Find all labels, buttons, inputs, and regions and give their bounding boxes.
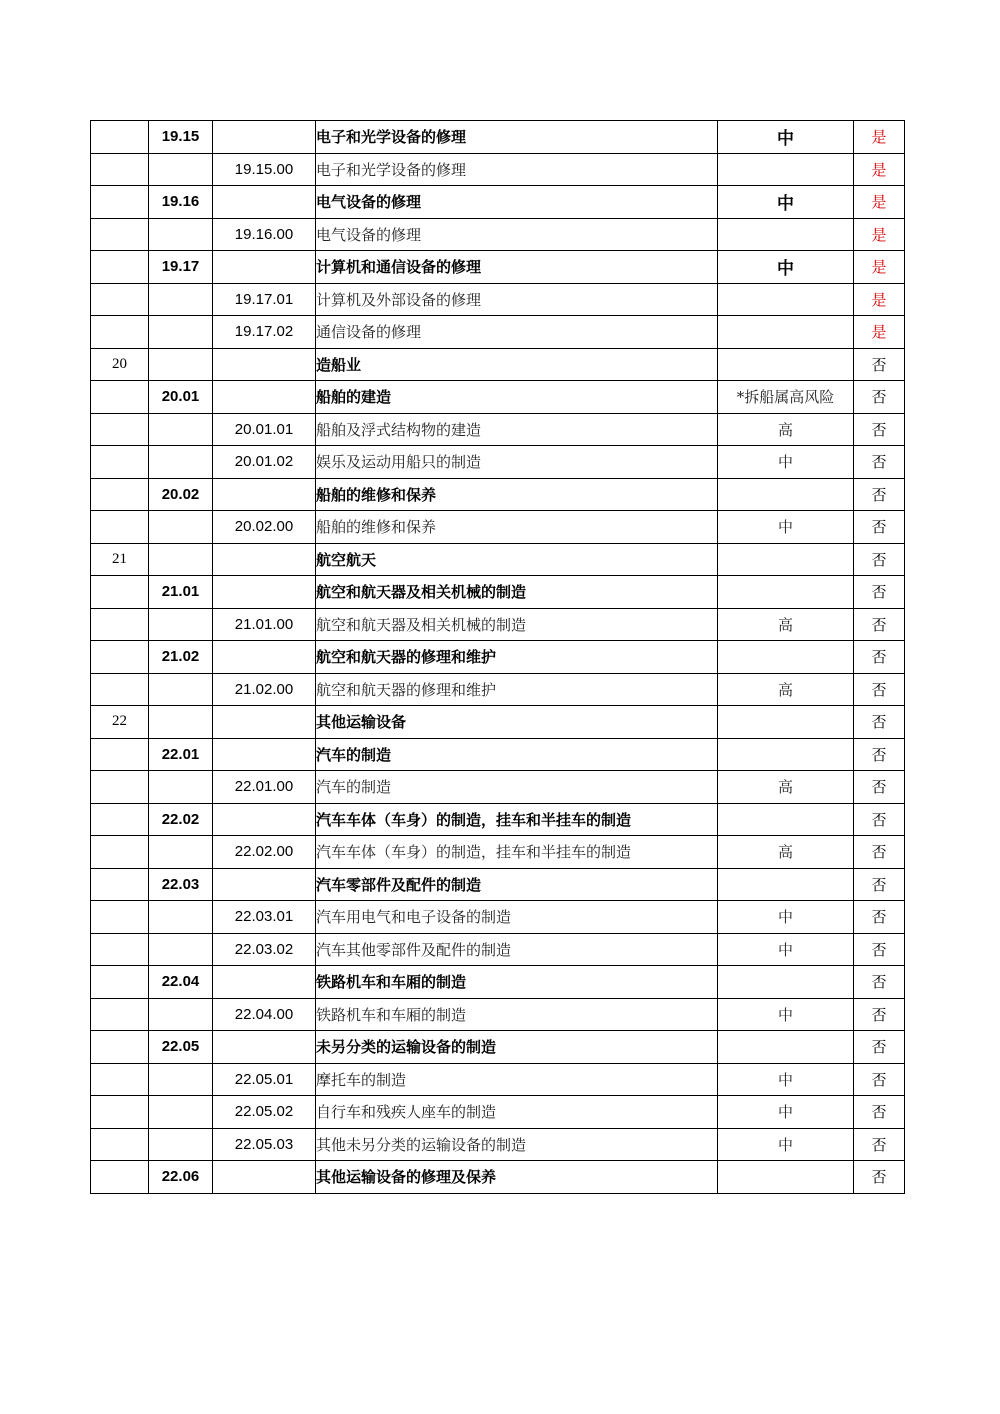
group-code-cell: 22.02 [149,803,213,836]
applicable-flag-cell: 否 [854,998,905,1031]
risk-level-cell [718,218,854,251]
risk-level-cell: 中 [718,121,854,154]
industry-name-cell: 航空和航天器的修理和维护 [316,641,718,674]
applicable-flag-cell: 否 [854,348,905,381]
risk-level-cell: 中 [718,901,854,934]
class-code-cell: 20.01.01 [213,413,316,446]
applicable-flag-cell: 否 [854,446,905,479]
table-row [91,673,905,706]
class-code-cell [213,1161,316,1194]
group-code-cell: 22.03 [149,868,213,901]
industry-name-cell: 自行车和残疾人座车的制造 [316,1096,718,1129]
industry-name-cell: 计算机及外部设备的修理 [316,283,718,316]
division-code-cell [91,283,149,316]
class-code-cell [213,966,316,999]
industry-name-cell: 铁路机车和车厢的制造 [316,966,718,999]
group-code-cell [149,283,213,316]
class-code-cell: 22.04.00 [213,998,316,1031]
applicable-flag-cell: 否 [854,966,905,999]
risk-level-cell [718,576,854,609]
group-code-cell [149,218,213,251]
applicable-flag-cell: 是 [854,218,905,251]
applicable-flag-cell: 否 [854,771,905,804]
group-code-cell: 20.02 [149,478,213,511]
division-code-cell [91,1128,149,1161]
industry-name-cell: 其他未另分类的运输设备的制造 [316,1128,718,1161]
applicable-flag-cell: 是 [854,283,905,316]
risk-level-cell [718,543,854,576]
group-code-cell [149,836,213,869]
industry-name-cell: 计算机和通信设备的修理 [316,251,718,284]
group-code-cell: 19.16 [149,186,213,219]
industry-name-cell: 汽车车体（车身）的制造，挂车和半挂车的制造 [316,803,718,836]
class-code-cell [213,641,316,674]
division-code-cell [91,153,149,186]
table-row [91,901,905,934]
risk-level-cell [718,868,854,901]
division-code-cell: 22 [91,706,149,739]
industry-name-cell: 铁路机车和车厢的制造 [316,998,718,1031]
table-row [91,738,905,771]
division-code-cell [91,998,149,1031]
industry-name-cell: 未另分类的运输设备的制造 [316,1031,718,1064]
group-code-cell [149,511,213,544]
group-code-cell: 19.15 [149,121,213,154]
division-code-cell [91,868,149,901]
table-row [91,446,905,479]
table-row [91,543,905,576]
class-code-cell [213,251,316,284]
applicable-flag-cell: 是 [854,153,905,186]
class-code-cell: 19.15.00 [213,153,316,186]
risk-level-cell: 高 [718,413,854,446]
group-code-cell [149,413,213,446]
applicable-flag-cell: 否 [854,576,905,609]
group-code-cell [149,1128,213,1161]
table-row [91,608,905,641]
risk-level-cell: 中 [718,251,854,284]
class-code-cell [213,1031,316,1064]
industry-name-cell: 造船业 [316,348,718,381]
table-row [91,283,905,316]
risk-level-cell: 中 [718,1096,854,1129]
class-code-cell [213,738,316,771]
risk-level-cell [718,283,854,316]
group-code-cell: 21.01 [149,576,213,609]
class-code-cell [213,186,316,219]
class-code-cell [213,803,316,836]
risk-level-cell: 中 [718,446,854,479]
class-code-cell: 22.01.00 [213,771,316,804]
division-code-cell [91,673,149,706]
table-row [91,966,905,999]
applicable-flag-cell: 否 [854,836,905,869]
table-row [91,218,905,251]
applicable-flag-cell: 否 [854,1096,905,1129]
applicable-flag-cell: 否 [854,933,905,966]
division-code-cell [91,576,149,609]
division-code-cell [91,836,149,869]
division-code-cell [91,1096,149,1129]
industry-name-cell: 其他运输设备 [316,706,718,739]
industry-name-cell: 娱乐及运动用船只的制造 [316,446,718,479]
industry-name-cell: 其他运输设备的修理及保养 [316,1161,718,1194]
risk-level-cell [718,706,854,739]
risk-level-cell: 中 [718,1128,854,1161]
table-row [91,348,905,381]
table-row [91,868,905,901]
industry-classification-table [90,120,905,1194]
risk-level-cell: 中 [718,998,854,1031]
group-code-cell [149,901,213,934]
class-code-cell: 22.05.03 [213,1128,316,1161]
group-code-cell [149,1096,213,1129]
industry-name-cell: 电子和光学设备的修理 [316,121,718,154]
risk-level-cell [718,478,854,511]
group-code-cell [149,608,213,641]
risk-level-cell: 中 [718,186,854,219]
group-code-cell: 22.01 [149,738,213,771]
applicable-flag-cell: 否 [854,706,905,739]
class-code-cell: 19.16.00 [213,218,316,251]
group-code-cell: 21.02 [149,641,213,674]
risk-level-cell [718,1031,854,1064]
industry-name-cell: 汽车用电气和电子设备的制造 [316,901,718,934]
table-row [91,186,905,219]
group-code-cell [149,933,213,966]
division-code-cell [91,218,149,251]
industry-name-cell: 摩托车的制造 [316,1063,718,1096]
group-code-cell [149,998,213,1031]
risk-level-cell [718,738,854,771]
risk-level-cell: 高 [718,836,854,869]
division-code-cell [91,121,149,154]
class-code-cell: 19.17.01 [213,283,316,316]
table-row [91,511,905,544]
division-code-cell [91,901,149,934]
class-code-cell: 22.02.00 [213,836,316,869]
industry-name-cell: 汽车车体（车身）的制造，挂车和半挂车的制造 [316,836,718,869]
group-code-cell [149,446,213,479]
division-code-cell [91,1161,149,1194]
table-row [91,933,905,966]
applicable-flag-cell: 否 [854,738,905,771]
risk-level-cell: 高 [718,608,854,641]
industry-name-cell: 船舶及浮式结构物的建造 [316,413,718,446]
industry-name-cell: 航空和航天器及相关机械的制造 [316,608,718,641]
industry-name-cell: 船舶的建造 [316,381,718,414]
risk-level-cell [718,316,854,349]
class-code-cell [213,868,316,901]
group-code-cell [149,706,213,739]
industry-name-cell: 航空航天 [316,543,718,576]
division-code-cell [91,1063,149,1096]
industry-name-cell: 电气设备的修理 [316,218,718,251]
applicable-flag-cell: 否 [854,1031,905,1064]
class-code-cell: 22.03.02 [213,933,316,966]
risk-level-cell: 高 [718,673,854,706]
group-code-cell [149,543,213,576]
risk-level-cell [718,153,854,186]
risk-level-cell [718,348,854,381]
division-code-cell [91,316,149,349]
applicable-flag-cell: 否 [854,1128,905,1161]
class-code-cell [213,706,316,739]
table-row [91,121,905,154]
table-row [91,1031,905,1064]
class-code-cell: 22.05.02 [213,1096,316,1129]
division-code-cell [91,608,149,641]
table-row [91,1128,905,1161]
risk-level-cell: 高 [718,771,854,804]
division-code-cell [91,933,149,966]
table-row [91,478,905,511]
applicable-flag-cell: 是 [854,251,905,284]
applicable-flag-cell: 是 [854,186,905,219]
risk-level-cell: *拆船属高风险 [718,381,854,414]
risk-level-cell: 中 [718,1063,854,1096]
table-row [91,1063,905,1096]
industry-name-cell: 船舶的维修和保养 [316,478,718,511]
table-row [91,576,905,609]
division-code-cell [91,478,149,511]
table-row [91,413,905,446]
applicable-flag-cell: 否 [854,511,905,544]
division-code-cell: 20 [91,348,149,381]
table-row [91,153,905,186]
division-code-cell [91,1031,149,1064]
table-row [91,1161,905,1194]
table-row [91,381,905,414]
applicable-flag-cell: 否 [854,803,905,836]
table-row [91,251,905,284]
risk-level-cell [718,966,854,999]
industry-name-cell: 航空和航天器的修理和维护 [316,673,718,706]
division-code-cell [91,446,149,479]
risk-level-cell: 中 [718,933,854,966]
group-code-cell: 22.06 [149,1161,213,1194]
division-code-cell [91,511,149,544]
risk-level-cell [718,641,854,674]
risk-level-cell: 中 [718,511,854,544]
applicable-flag-cell: 否 [854,381,905,414]
class-code-cell [213,576,316,609]
table-row [91,1096,905,1129]
industry-name-cell: 航空和航天器及相关机械的制造 [316,576,718,609]
class-code-cell: 20.01.02 [213,446,316,479]
applicable-flag-cell: 否 [854,641,905,674]
applicable-flag-cell: 是 [854,121,905,154]
table-row [91,641,905,674]
class-code-cell [213,121,316,154]
applicable-flag-cell: 否 [854,608,905,641]
applicable-flag-cell: 否 [854,543,905,576]
group-code-cell [149,1063,213,1096]
applicable-flag-cell: 否 [854,1161,905,1194]
applicable-flag-cell: 是 [854,316,905,349]
industry-name-cell: 汽车零部件及配件的制造 [316,868,718,901]
table-row [91,803,905,836]
industry-name-cell: 汽车的制造 [316,738,718,771]
industry-name-cell: 汽车其他零部件及配件的制造 [316,933,718,966]
division-code-cell: 21 [91,543,149,576]
group-code-cell [149,153,213,186]
table-row [91,836,905,869]
table-row [91,998,905,1031]
division-code-cell [91,803,149,836]
applicable-flag-cell: 否 [854,478,905,511]
division-code-cell [91,641,149,674]
class-code-cell: 21.02.00 [213,673,316,706]
class-code-cell: 20.02.00 [213,511,316,544]
applicable-flag-cell: 否 [854,413,905,446]
group-code-cell [149,673,213,706]
group-code-cell: 20.01 [149,381,213,414]
division-code-cell [91,413,149,446]
division-code-cell [91,251,149,284]
applicable-flag-cell: 否 [854,868,905,901]
group-code-cell: 22.04 [149,966,213,999]
class-code-cell: 19.17.02 [213,316,316,349]
industry-name-cell: 电气设备的修理 [316,186,718,219]
division-code-cell [91,186,149,219]
industry-name-cell: 通信设备的修理 [316,316,718,349]
industry-name-cell: 电子和光学设备的修理 [316,153,718,186]
table-body [91,121,905,1194]
risk-level-cell [718,803,854,836]
division-code-cell [91,966,149,999]
class-code-cell [213,478,316,511]
group-code-cell [149,348,213,381]
applicable-flag-cell: 否 [854,901,905,934]
industry-name-cell: 船舶的维修和保养 [316,511,718,544]
table-row [91,706,905,739]
division-code-cell [91,738,149,771]
group-code-cell: 19.17 [149,251,213,284]
division-code-cell [91,771,149,804]
group-code-cell [149,771,213,804]
risk-level-cell [718,1161,854,1194]
group-code-cell [149,316,213,349]
table-row [91,771,905,804]
class-code-cell [213,543,316,576]
class-code-cell: 21.01.00 [213,608,316,641]
industry-name-cell: 汽车的制造 [316,771,718,804]
class-code-cell [213,381,316,414]
group-code-cell: 22.05 [149,1031,213,1064]
applicable-flag-cell: 否 [854,673,905,706]
class-code-cell [213,348,316,381]
class-code-cell: 22.05.01 [213,1063,316,1096]
class-code-cell: 22.03.01 [213,901,316,934]
table-row [91,316,905,349]
applicable-flag-cell: 否 [854,1063,905,1096]
division-code-cell [91,381,149,414]
